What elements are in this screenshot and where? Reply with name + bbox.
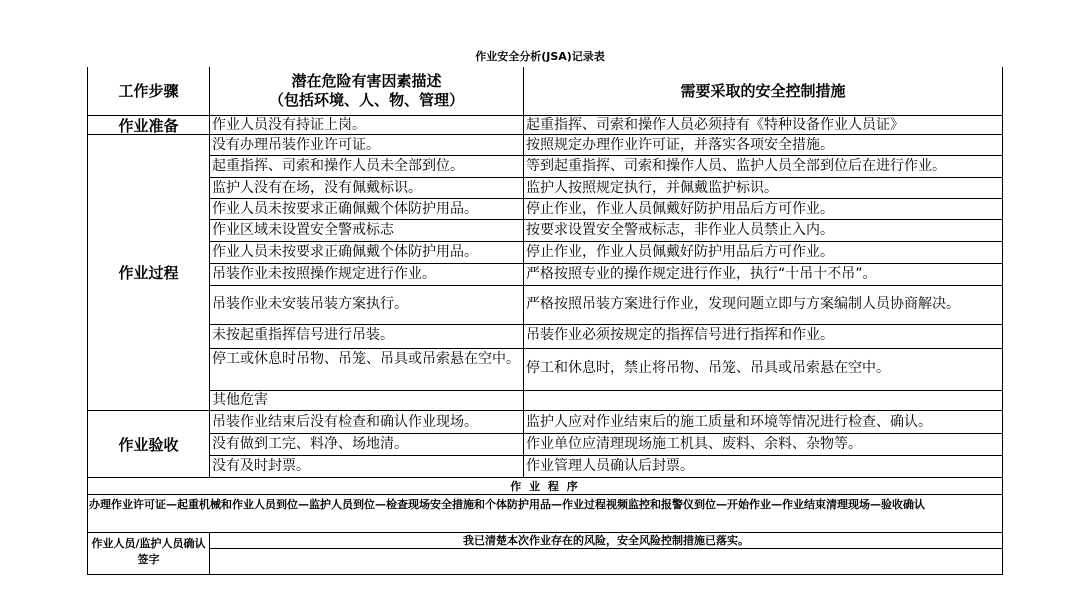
hazard-cell: 作业人员没有持证上岗。 (212, 117, 366, 133)
sign-label: 作业人员/监护人员确认签字 (91, 537, 206, 566)
header-measure (524, 67, 1002, 115)
signature-field[interactable] (210, 549, 1002, 574)
header-hazard-line1: 潜在危险有害因素描述 (291, 72, 442, 90)
header-step (88, 67, 209, 115)
hazard-cell: 其他危害 (212, 392, 268, 408)
measure-cell: 作业单位应清理现场施工机具、废料、余料、杂物等。 (526, 436, 862, 452)
measure-cell: 严格按照吊装方案进行作业，发现问题立即与方案编制人员协商解决。 (526, 296, 960, 312)
header-measure-label: 需要采取的安全控制措施 (680, 81, 846, 100)
measure-cell: 停止作业，作业人员佩戴好防护用品后方可作业。 (526, 201, 834, 217)
hazard-cell: 作业区域未设置安全警戒标志 (212, 222, 394, 238)
group-process: 作业过程 (118, 264, 179, 282)
measure-cell: 严格按照专业的操作规定进行作业，执行“十吊十不吊”。 (526, 266, 877, 282)
hazard-cell: 没有做到工完、料净、场地清。 (212, 436, 408, 452)
measure-cell: 作业管理人员确认后封票。 (526, 458, 694, 474)
measure-cell: 监护人应对作业结束后的施工质量和环境等情况进行检查、确认。 (526, 414, 932, 430)
measure-cell: 按照规定办理作业许可证，并落实各项安全措施。 (526, 137, 834, 153)
sign-statement: 我已清楚本次作业存在的风险，安全风险控制措施已落实。 (463, 534, 749, 547)
hazard-cell: 起重指挥、司索和操作人员未全部到位。 (212, 158, 464, 174)
hazard-cell: 停工或休息时吊物、吊笼、吊具或吊索悬在空中。 (212, 351, 520, 367)
measure-cell: 按要求设置安全警戒标志，非作业人员禁止入内。 (526, 222, 834, 238)
header-hazard (210, 67, 523, 115)
header-step-label: 工作步骤 (118, 81, 179, 100)
measure-cell: 停止作业，作业人员佩戴好防护用品后方可作业。 (526, 244, 834, 260)
measure-cell: 吊装作业必须按规定的指挥信号进行指挥和作业。 (526, 327, 834, 343)
hazard-cell: 吊装作业结束后没有检查和确认作业现场。 (212, 414, 478, 430)
group-accept: 作业验收 (118, 435, 179, 454)
hazard-cell: 作业人员未按要求正确佩戴个体防护用品。 (212, 244, 478, 260)
measure-cell: 停工和休息时，禁止将吊物、吊笼、吊具或吊索悬在空中。 (526, 360, 890, 376)
jsa-table (87, 67, 1003, 575)
hazard-cell: 监护人没有在场，没有佩戴标识。 (212, 180, 422, 196)
procedure-text: 办理作业许可证—起重机械和作业人员到位—监护人员到位—检查现场安全措施和个体防护用品—作业过程视频监控和报警仪到位—开始作业—作业结束清理现场—验收确认 (89, 498, 925, 511)
header-hazard-line2: （包括环境、人、物、管理） (268, 91, 464, 109)
procedure-label: 作 业 程 序 (510, 480, 580, 493)
measure-cell: 等到起重指挥、司索和操作人员、监护人员全部到位后在进行作业。 (526, 158, 946, 174)
hazard-cell: 吊装作业未按照操作规定进行作业。 (212, 266, 436, 282)
measure-cell: 起重指挥、司索和操作人员必须持有《特种设备作业人员证》 (526, 117, 904, 133)
hazard-cell: 没有办理吊装作业许可证。 (212, 137, 380, 153)
document-title: 作业安全分析(JSA)记录表 (475, 50, 605, 63)
measure-cell (524, 391, 1002, 410)
hazard-cell: 没有及时封票。 (212, 458, 310, 474)
group-prep: 作业准备 (118, 116, 179, 134)
measure-cell: 监护人按照规定执行，并佩戴监护标识。 (526, 180, 778, 196)
hazard-cell: 未按起重指挥信号进行吊装。 (212, 327, 394, 343)
hazard-cell: 吊装作业未安装吊装方案执行。 (212, 296, 408, 312)
hazard-cell: 作业人员未按要求正确佩戴个体防护用品。 (212, 201, 478, 217)
